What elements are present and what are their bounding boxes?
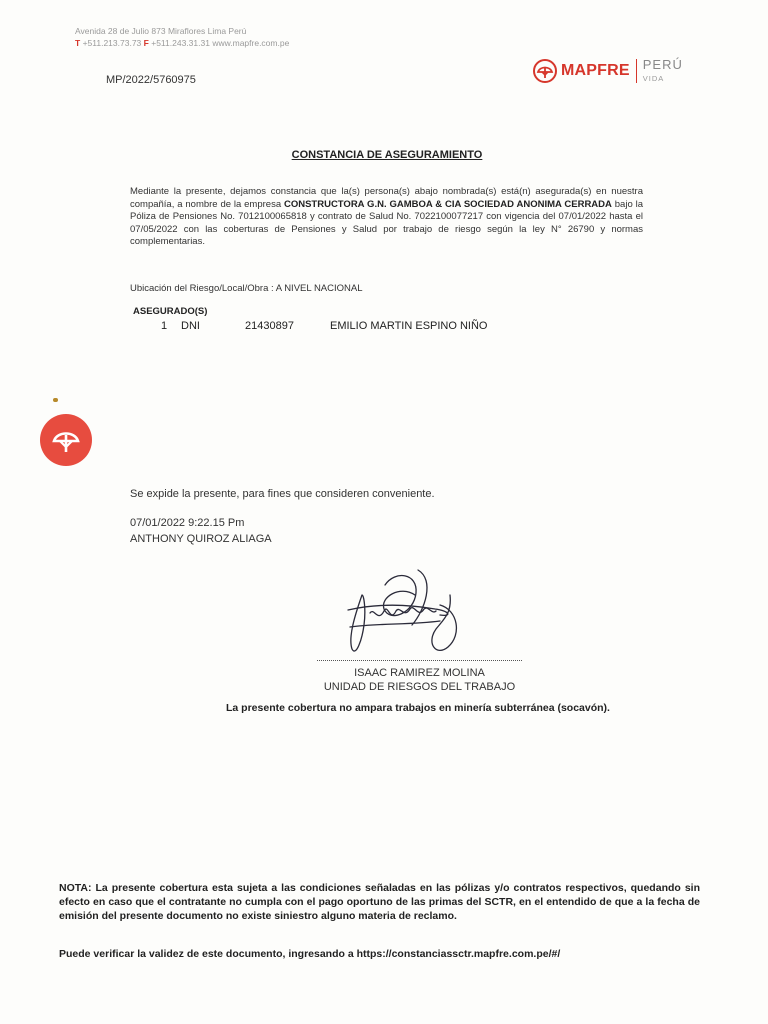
logo-divider <box>636 59 637 83</box>
logo-brand: MAPFRE <box>561 62 630 79</box>
signatory-name: ISAAC RAMIREZ MOLINA <box>354 667 485 679</box>
letterhead-address-block <box>75 25 289 49</box>
insured-doc-type: DNI <box>181 320 200 332</box>
letterhead-contacts <box>75 37 289 49</box>
body-intro: Mediante la presente, dejamos constancia que la(s) persona(s) abajo nombrada(s) está(n) asegurada(s) en nuestra compañía, a nombre de la empresa <box>130 186 643 210</box>
ink-speck <box>53 398 58 402</box>
coverage-exclusion: La presente cobertura no ampara trabajos en minería subterránea (socavón). <box>226 702 610 714</box>
note-label: NOTA: <box>59 882 92 894</box>
logo-unit: VIDA <box>642 73 665 83</box>
mapfre-logo <box>533 58 683 84</box>
issue-datetime: 07/01/2022 9:22.15 Pm <box>130 517 245 529</box>
verification-notice: Puede verificar la validez de este documento, ingresando a https://constanciassctr.mapfre.com.pe/#/ <box>59 948 561 960</box>
risk-location: Ubicación del Riesgo/Local/Obra : A NIVEL NACIONAL <box>130 283 363 294</box>
body-details: bajo la Póliza de Pensiones No. 7012100065818 y contrato de Salud No. 7022100077217 con vigencia del 07/01/2022 hasta el 07/05/2022 con las coberturas de Pensiones y Salud por trabajo de riesgo según la ley N° 26790 y normas complementarias. <box>130 198 643 247</box>
signatory-unit: UNIDAD DE RIESGOS DEL TRABAJO <box>323 681 516 693</box>
company-name: CONSTRUCTORA G.N. GAMBOA & CIA SOCIEDAD ANONIMA CERRADA <box>283 198 612 210</box>
logo-country: PERÚ <box>642 56 683 72</box>
closing-text: Se expide la presente, para fines que consideren conveniente. <box>130 488 435 500</box>
handwritten-signature <box>340 565 470 660</box>
issued-by: ANTHONY QUIROZ ALIAGA <box>130 533 272 545</box>
website: www.mapfre.com.pe <box>212 38 290 48</box>
insured-name: EMILIO MARTIN ESPINO NIÑO <box>330 320 488 332</box>
mapfre-tree-icon <box>533 59 557 83</box>
insured-number: 1 <box>161 320 168 332</box>
document-title: CONSTANCIA DE ASEGURAMIENTO <box>291 149 483 161</box>
note-paragraph <box>59 881 700 923</box>
phone-label: T <box>75 38 81 48</box>
fax-label: F <box>143 38 149 48</box>
fax-number: +511.243.31.31 <box>151 38 210 48</box>
note-text: La presente cobertura esta sujeta a las condiciones señaladas en las pólizas y/o contratos respectivos, quedando sin efecto en caso que el contratante no cumpla con el pago oportuno de las primas del SCTR, en el entendido de que a la fecha de emisión del presente documento no existe siniestro alguno materia de reclamo. <box>59 882 700 922</box>
insured-doc-number: 21430897 <box>245 320 294 332</box>
phone-number: +511.213.73.73 <box>82 38 142 48</box>
mapfre-seal-icon <box>40 414 92 466</box>
body-paragraph <box>130 186 643 249</box>
document-reference: MP/2022/5760975 <box>106 74 196 86</box>
signature-line <box>317 660 522 661</box>
insured-header: ASEGURADO(S) <box>133 306 208 317</box>
letterhead-address: Avenida 28 de Julio 873 Miraflores Lima Perú <box>75 26 247 36</box>
